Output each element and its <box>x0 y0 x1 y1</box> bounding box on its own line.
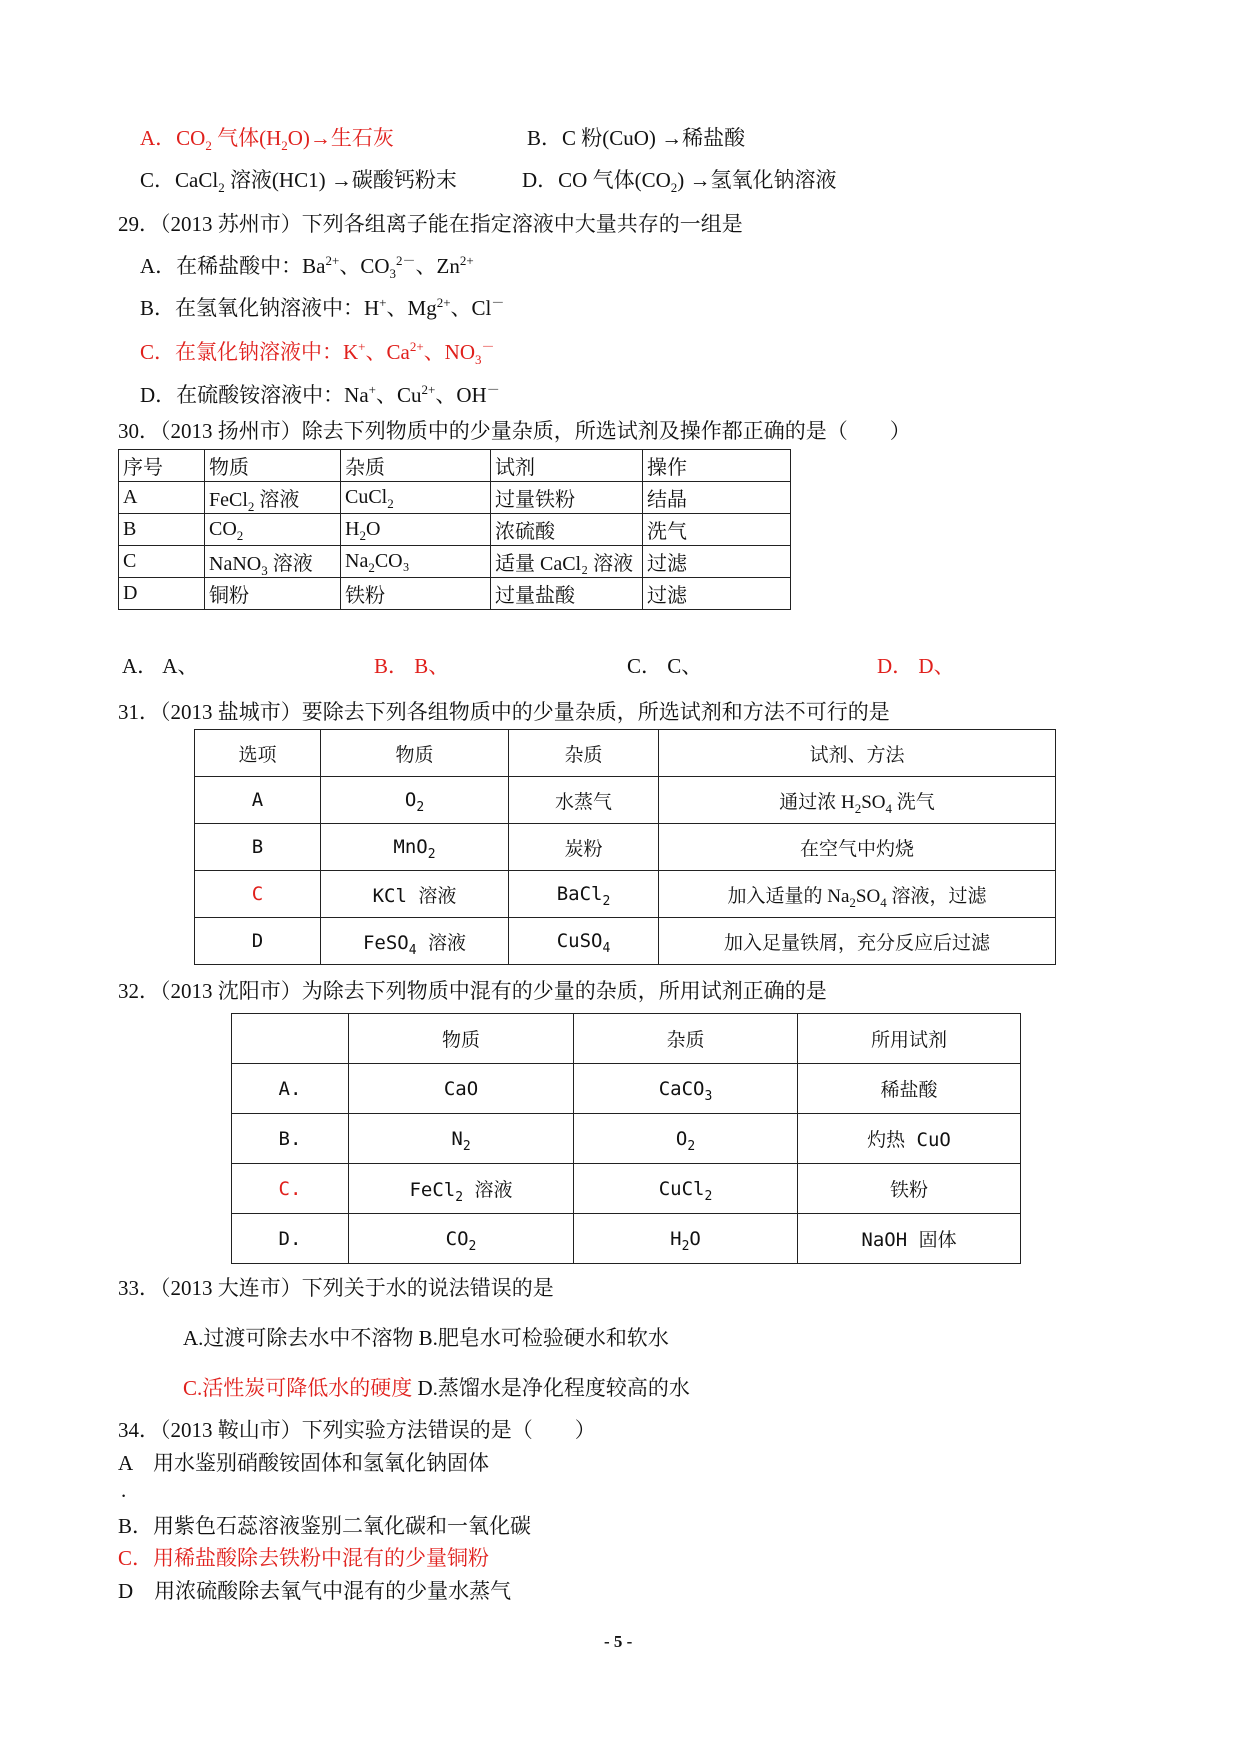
table-cell: A <box>195 777 321 824</box>
table-cell: FeSO$_4$ 溶液 <box>321 918 509 965</box>
table-cell: $O_2$ <box>321 777 509 824</box>
table-row <box>232 1164 1021 1214</box>
table-header-cell: 物质 <box>205 450 341 482</box>
table-cell: 加入足量铁屑，充分反应后过滤 <box>659 918 1056 965</box>
table-cell: 浓硫酸 <box>491 514 643 546</box>
q33-options-cd <box>183 1378 690 1399</box>
q28-option-c: C．CaCl$_2$ 溶液(HC1) →碳酸钙粉末 <box>140 168 457 196</box>
table-cell: $CO_2$ <box>349 1214 574 1264</box>
table-cell: FeCl$_2$ 溶液 <box>349 1164 574 1214</box>
table-header-cell: 杂质 <box>341 450 491 482</box>
q28-option-d: D．CO 气体$(CO_2)$ →氢氧化钠溶液 <box>522 168 837 196</box>
table-cell: MnO$_2$ <box>321 824 509 871</box>
table-row <box>195 918 1056 965</box>
table-cell: 通过浓 $H_2SO_4$ 洗气 <box>659 777 1056 824</box>
q34-stem: 34．（2013 鞍山市）下列实验方法错误的是（ ） <box>118 1418 596 1442</box>
table-cell: CuCl$_2$ <box>574 1164 798 1214</box>
table-cell: CaCO$_3$ <box>574 1064 798 1114</box>
table-cell: $H_2O$ <box>574 1214 798 1264</box>
q28-option-a: A．$CO_2$ 气体$(H_2O)\to$生石灰 <box>140 126 394 154</box>
table-cell: $CO_2$ <box>205 514 341 546</box>
table-header-cell: 试剂、方法 <box>659 730 1056 777</box>
table-cell: 稀盐酸 <box>798 1064 1021 1114</box>
table-cell: 铜粉 <box>205 578 341 610</box>
q32-stem: 32．（2013 沈阳市）为除去下列物质中混有的少量的杂质，所用试剂正确的是 <box>118 979 827 1003</box>
table-row <box>195 824 1056 871</box>
table-cell: B <box>195 824 321 871</box>
table-cell: A. <box>232 1064 349 1114</box>
table-row <box>232 1214 1021 1264</box>
table-row <box>195 871 1056 918</box>
table-cell: 结晶 <box>643 482 791 514</box>
table-cell: 过量盐酸 <box>491 578 643 610</box>
table-cell: 灼热 CuO <box>798 1114 1021 1164</box>
page-number: - 5 - <box>604 1632 633 1651</box>
q28-option-b: B．C 粉(CuO) →稀盐酸 <box>527 126 746 150</box>
table-header-cell: 物质 <box>321 730 509 777</box>
q30-answer-c: C． C、 <box>627 654 703 678</box>
q32-table <box>231 1013 1021 1264</box>
q29-option-a: A．在稀盐酸中：$Ba^{2+}$、$CO_3^{2-}$、$Zn^{2+}$ <box>140 253 474 282</box>
q30-answer-b: B． B、 <box>374 654 450 678</box>
table-header-cell: 杂质 <box>574 1014 798 1064</box>
table-cell: BaCl$_2$ <box>509 871 659 918</box>
table-header-cell: 所用试剂 <box>798 1014 1021 1064</box>
table-cell: B. <box>232 1114 349 1164</box>
q33-stem: 33．（2013 大连市）下列关于水的说法错误的是 <box>118 1276 554 1300</box>
table-row <box>119 514 791 546</box>
q30-answer-d: D． D、 <box>877 654 955 678</box>
table-row <box>119 482 791 514</box>
table-cell: 炭粉 <box>509 824 659 871</box>
q33-options-ab: A.过渡可除去水中不溶物 B.肥皂水可检验硬水和软水 <box>183 1326 669 1350</box>
table-cell: CaO <box>349 1064 574 1114</box>
table-cell: A <box>119 482 205 514</box>
q29-option-d: D．在硫酸铵溶液中：Na+、$Cu^{2+}$、OH－ <box>140 382 500 407</box>
table-cell: 过滤 <box>643 546 791 578</box>
table-header-cell: 杂质 <box>509 730 659 777</box>
q31-table <box>194 729 1056 965</box>
q33-option-d: D.蒸馏水是净化程度较高的水 <box>417 1376 690 1400</box>
table-cell: C. <box>232 1164 349 1214</box>
table-cell: 水蒸气 <box>509 777 659 824</box>
table-cell: CuCl$_2$ <box>341 482 491 514</box>
table-cell: NaNO$_3$ 溶液 <box>205 546 341 578</box>
table-header-cell <box>232 1014 349 1064</box>
table-cell: D <box>195 918 321 965</box>
q33-option-c: C.活性炭可降低水的硬度 <box>183 1376 413 1400</box>
table-cell: $O_2$ <box>574 1114 798 1164</box>
table-cell: B <box>119 514 205 546</box>
q34-dot: . <box>121 1478 127 1502</box>
q31-stem: 31．（2013 盐城市）要除去下列各组物质中的少量杂质，所选试剂和方法不可行的是 <box>118 700 890 724</box>
table-cell: $H_2O$ <box>341 514 491 546</box>
q30-stem: 30．（2013 扬州市）除去下列物质中的少量杂质，所选试剂及操作都正确的是（ ） <box>118 419 911 443</box>
table-header-cell: 操作 <box>643 450 791 482</box>
table-cell: D <box>119 578 205 610</box>
table-cell: C <box>195 871 321 918</box>
table-cell: CuSO$_4$ <box>509 918 659 965</box>
table-row <box>119 546 791 578</box>
table-header-cell: 物质 <box>349 1014 574 1064</box>
table-cell: $Na_2CO_3$ <box>341 546 491 578</box>
table-cell: 过量铁粉 <box>491 482 643 514</box>
table-cell: 过滤 <box>643 578 791 610</box>
table-header-cell: 序号 <box>119 450 205 482</box>
q30-table <box>118 449 791 610</box>
table-cell: NaOH 固体 <box>798 1214 1021 1264</box>
table-row <box>232 1114 1021 1164</box>
table-cell: KCl 溶液 <box>321 871 509 918</box>
q34-option-b: B．用紫色石蕊溶液鉴别二氧化碳和一氧化碳 <box>118 1514 532 1538</box>
table-cell: 铁粉 <box>798 1164 1021 1214</box>
table-row <box>232 1064 1021 1114</box>
table-header-row <box>232 1014 1021 1064</box>
table-cell: D. <box>232 1214 349 1264</box>
table-header-cell: 试剂 <box>491 450 643 482</box>
table-cell: 在空气中灼烧 <box>659 824 1056 871</box>
table-row <box>119 578 791 610</box>
table-row <box>195 777 1056 824</box>
table-cell: $N_2$ <box>349 1114 574 1164</box>
table-cell: FeCl$_2$ 溶液 <box>205 482 341 514</box>
q34-option-c: C．用稀盐酸除去铁粉中混有的少量铜粉 <box>118 1546 490 1570</box>
q34-option-a: A 用水鉴别硝酸铵固体和氢氧化钠固体 <box>118 1451 490 1475</box>
q29-stem: 29．（2013 苏州市）下列各组离子能在指定溶液中大量共存的一组是 <box>118 212 743 236</box>
table-header-row <box>195 730 1056 777</box>
q34-option-d: D 用浓硫酸除去氧气中混有的少量水蒸气 <box>118 1579 512 1603</box>
table-cell: 铁粉 <box>341 578 491 610</box>
table-cell: 洗气 <box>643 514 791 546</box>
q29-option-b: B．在氢氧化钠溶液中：H+、$Mg^{2+}$、Cl－ <box>140 295 505 320</box>
table-header-row <box>119 450 791 482</box>
q29-option-c: C．在氯化钠溶液中：K+、$Ca^{2+}$、$NO_3^-$ <box>140 339 495 368</box>
table-header-cell: 选项 <box>195 730 321 777</box>
q30-answer-a: A． A、 <box>122 654 199 678</box>
table-cell: C <box>119 546 205 578</box>
table-cell: 适量 CaCl₂ 溶液 <box>491 546 643 578</box>
table-cell: 加入适量的 $Na_2SO_4$ 溶液，过滤 <box>659 871 1056 918</box>
